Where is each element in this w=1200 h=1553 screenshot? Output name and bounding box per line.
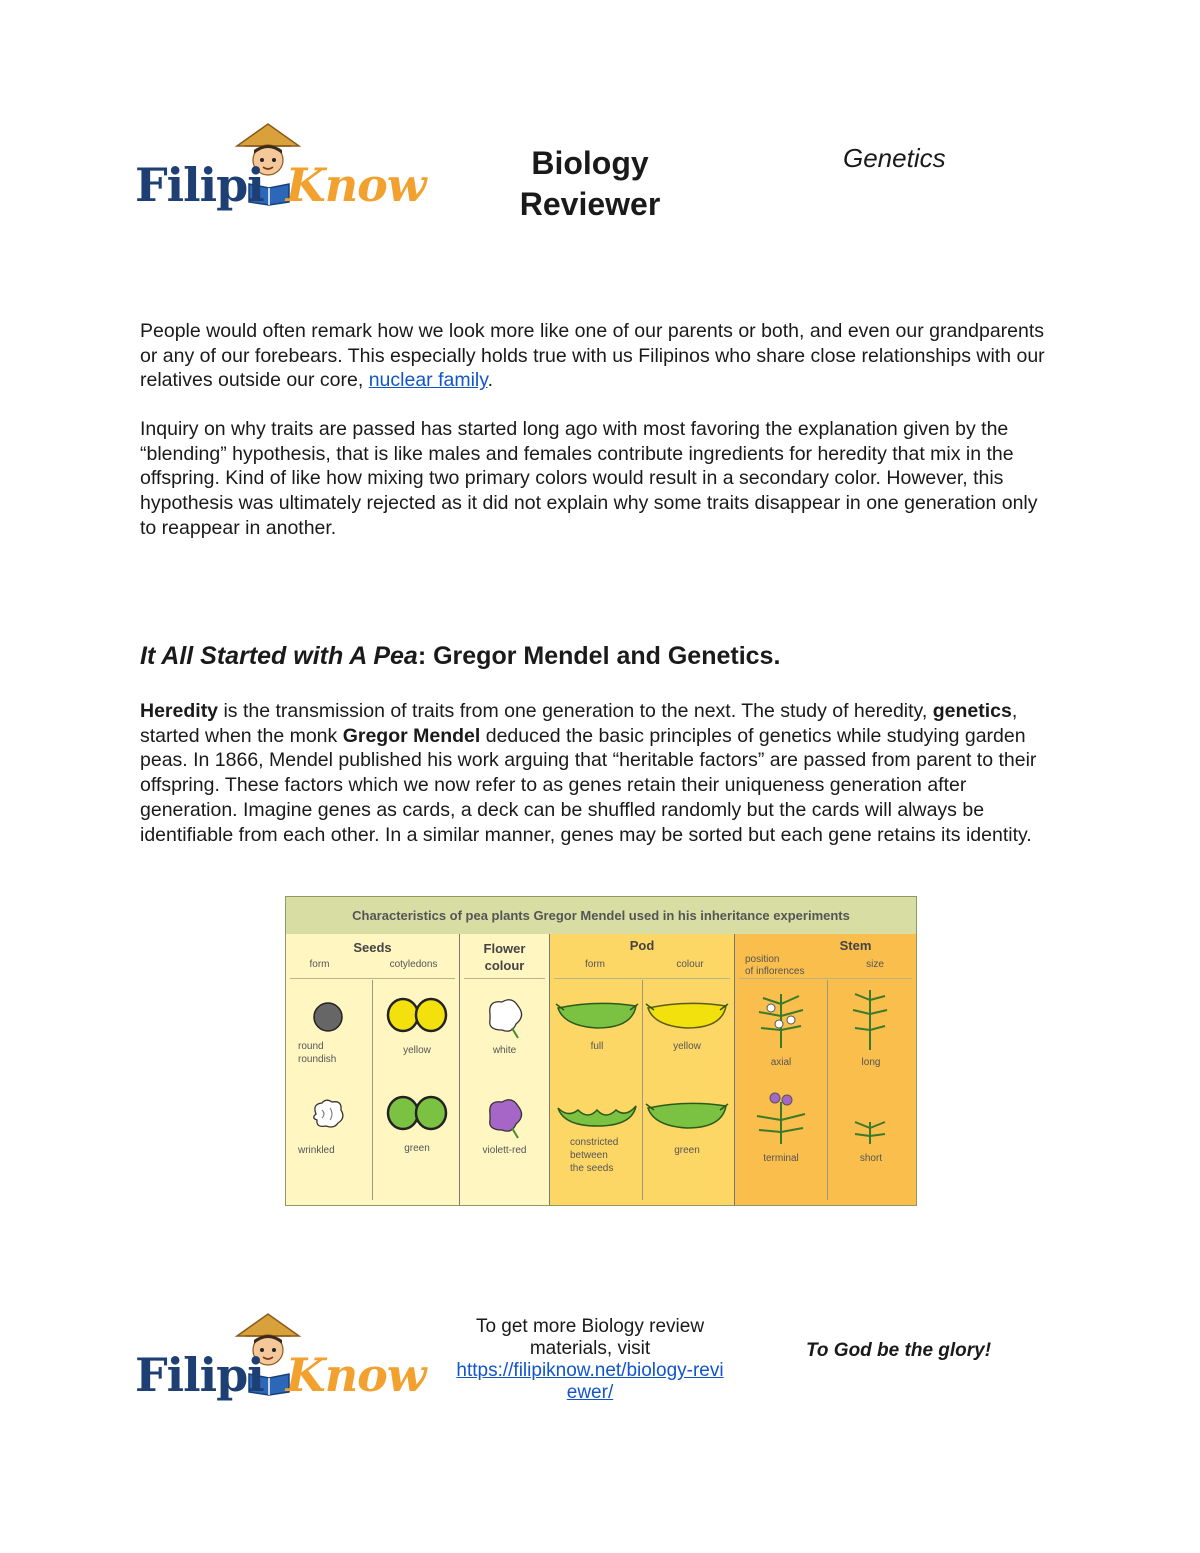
header-logo bbox=[135, 122, 426, 232]
long-label: long bbox=[861, 1057, 881, 1068]
heredity-paragraph: Heredity is the transmission of traits from one generation to the next. The study of heredity, genetics, started when the monk Gregor Mendel deduced the basic principles of genetics while studying garden peas. In 1866, Mendel published his work arguing that “heritable factors” are passed from parent to their offspring. These factors which we now refer to as genes retain their uniqueness generation after generation. Imagine genes as cards, a deck can be shuffled randomly but the cards will always be identifiable from each other. In a similar manner, genes may be sorted but each gene retains its identity. bbox=[140, 700, 1037, 846]
white-flower-icon bbox=[482, 994, 528, 1040]
axial-label: axial bbox=[770, 1057, 792, 1068]
full-pod-icon bbox=[554, 1000, 640, 1032]
mendel-pea-characteristics-figure bbox=[285, 896, 917, 1206]
intro-paragraph-2: Inquiry on why traits are passed has started long ago with most favoring the explanation given by the “blending” hypothesis, that is like males and females contribute ingredients for heredity that mix in the offspring. Kind of like how mixing two primary colors would result in a secondary color. However, this hypothesis was ultimately rejected as it did not explain why some traits disappear in one generation only to reappear in another. bbox=[140, 418, 1038, 539]
round-label: round roundish bbox=[298, 1041, 337, 1065]
terminal-stem-icon bbox=[745, 1090, 817, 1146]
green-cotyledons-icon bbox=[386, 1094, 448, 1132]
violet-flower-icon bbox=[482, 1094, 528, 1140]
document-title: Biology Reviewer bbox=[519, 145, 661, 222]
white-flower-label: white bbox=[492, 1045, 517, 1056]
flower-column bbox=[460, 934, 549, 1205]
term-gregor-mendel: Gregor Mendel bbox=[342, 724, 481, 747]
yellow-pod-label: yellow bbox=[673, 1041, 701, 1052]
wrinkled-label: wrinkled bbox=[298, 1145, 335, 1156]
pod-column bbox=[550, 934, 734, 1205]
long-stem-icon bbox=[845, 988, 895, 1052]
round-seed-icon bbox=[310, 1000, 346, 1034]
footer-logo bbox=[135, 1312, 426, 1422]
terminal-label: terminal bbox=[763, 1153, 799, 1164]
green-cotyledons-label: green bbox=[404, 1143, 430, 1154]
section-heading: It All Started with A Pea: Gregor Mendel and Genetics. bbox=[140, 642, 781, 670]
short-label: short bbox=[859, 1153, 883, 1164]
nuclear-family-link[interactable]: nuclear family bbox=[368, 369, 488, 392]
pod-heading: Pod bbox=[629, 938, 655, 953]
footer-more-materials: To get more Biology review materials, visit https://filipiknow.net/biology-revi ewer/ bbox=[456, 1316, 724, 1403]
full-pod-label: full bbox=[590, 1041, 604, 1052]
logo-wordmark: Filipi Know bbox=[135, 158, 426, 212]
stem-heading: Stem bbox=[839, 938, 872, 953]
stem-size-subheading: size bbox=[866, 959, 884, 970]
pod-colour-subheading: colour bbox=[676, 959, 704, 970]
axial-stem-icon bbox=[749, 990, 813, 1050]
constricted-pod-icon bbox=[554, 1100, 640, 1130]
logo-wordmark: Filipi Know bbox=[135, 1348, 426, 1402]
yellow-pod-icon bbox=[644, 1000, 730, 1032]
biology-reviewer-link[interactable]: https://filipiknow.net/biology-revi ewer/ bbox=[456, 1360, 724, 1403]
yellow-cotyledons-icon bbox=[386, 996, 448, 1034]
stem-position-subheading: position of inflorences bbox=[745, 954, 805, 977]
wrinkled-seed-icon bbox=[308, 1096, 348, 1132]
term-genetics: genetics bbox=[932, 700, 1012, 722]
term-heredity: Heredity bbox=[140, 700, 219, 722]
green-pod-label: green bbox=[674, 1145, 700, 1156]
intro-paragraph-1: People would often remark how we look more like one of our parents or both, and even our grandparents or any of our forebears. This especially holds true with us Filipinos who share close relationships with our relatives outside our core, nuclear family. bbox=[140, 320, 1045, 392]
seeds-heading: Seeds bbox=[353, 940, 392, 955]
violet-flower-label: violett-red bbox=[482, 1145, 527, 1156]
pod-form-subheading: form bbox=[585, 959, 605, 970]
figure-title: Characteristics of pea plants Gregor Mendel used in his inheritance experiments bbox=[286, 897, 916, 934]
flower-heading: Flower colour bbox=[483, 941, 526, 973]
seeds-form-subheading: form bbox=[309, 959, 330, 970]
document-subject: Genetics bbox=[843, 143, 946, 173]
yellow-cotyledons-label: yellow bbox=[403, 1045, 431, 1056]
green-pod-icon bbox=[644, 1100, 730, 1132]
short-stem-icon bbox=[847, 1116, 893, 1146]
constricted-pod-label: constricted between the seeds bbox=[570, 1137, 619, 1174]
seeds-cotyledons-subheading: cotyledons bbox=[389, 959, 438, 970]
seeds-column bbox=[286, 934, 459, 1205]
stem-column bbox=[735, 934, 916, 1205]
footer-glory-text: To God be the glory! bbox=[806, 1340, 992, 1361]
